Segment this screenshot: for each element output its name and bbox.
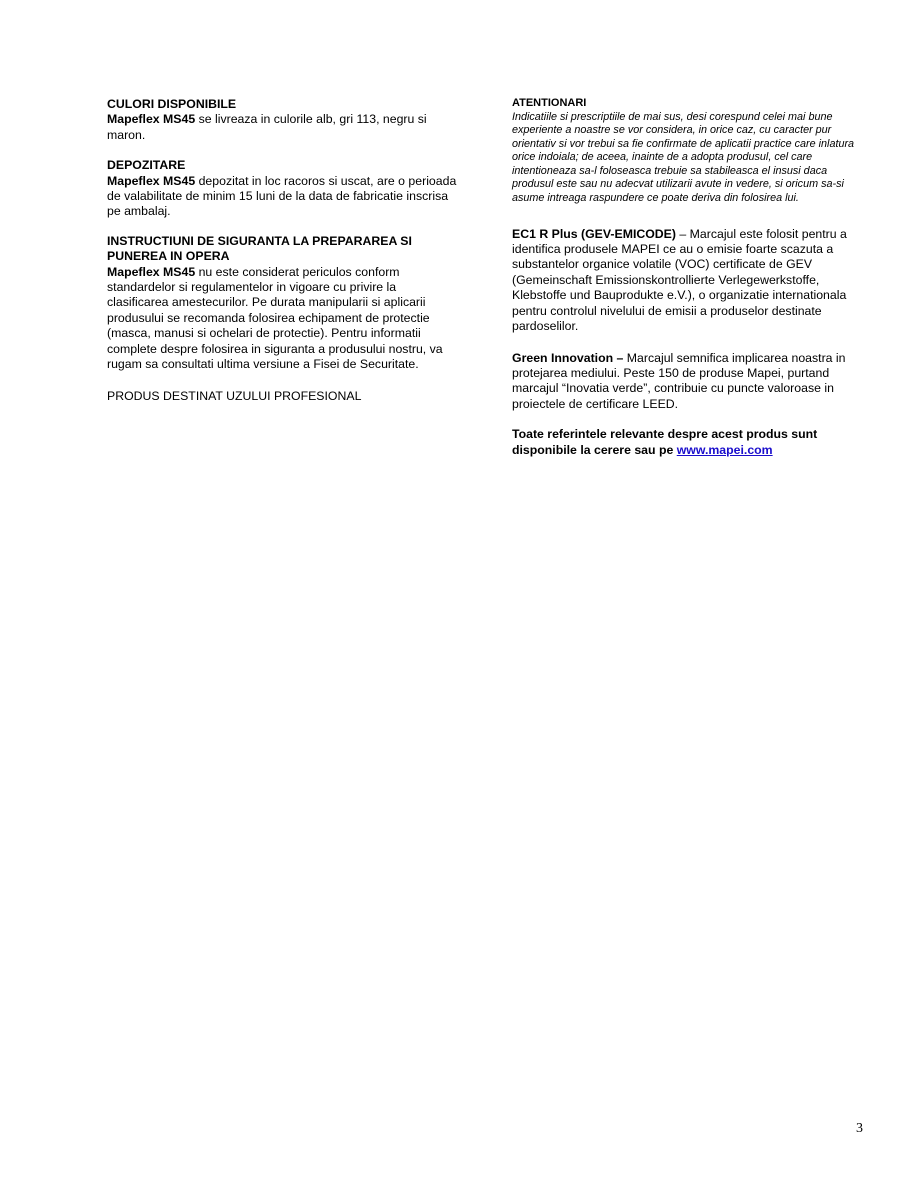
- warning-text: Indicatiile si prescriptiile de mai sus, desi corespund celei mai bune experiente a noastre se vor considera, in orice caz, cu caracter pur orientativ si vor trebui sa fie confirmate de aplicatii practice care inlatura orice indoiala; de aceea, inainte de a adopta produsul, cel care intentioneaza sa-l foloseasca trebuie sa stabileasca el insusi daca produsul este sau nu adecvat utilizarii avute in vedere, si oricum sa-si asume intreaga raspundere ce poate deriva din folosirea lui.: [512, 110, 855, 205]
- safety-product-name: Mapeflex MS45: [107, 264, 196, 279]
- left-column: [107, 97, 457, 404]
- ec1-label: EC1 R Plus (GEV-EMICODE): [512, 226, 676, 241]
- colors-heading: CULORI DISPONIBILE: [107, 97, 237, 111]
- green-innovation-text: Marcajul semnifica implicarea noastra in protejarea mediului. Peste 150 de produse Mapei, purtand marcajul “Inovatia verde”, contribuie cu puncte valoroase in proiectele de certificare LEED.: [512, 350, 846, 411]
- references-section: [512, 427, 867, 458]
- page-number: 3: [856, 1121, 863, 1136]
- professional-use-note: PRODUS DESTINAT UZULUI PROFESIONAL: [107, 388, 362, 403]
- green-innovation-section: [512, 351, 867, 413]
- storage-text: depozitat in loc racoros si uscat, are o perioada de valabilitate de minim 15 luni de la data de fabricatie inscrisa pe ambalaj.: [107, 173, 457, 219]
- ec1-text: – Marcajul este folosit pentru a identifica produsele MAPEI ce au o emisie foarte scazuta a substantelor organice volatile (VOC) certificate de GEV (Gemeinschaft Emissionskontrollierte Verlegewerkstoffe, Klebstoffe und Bauprodukte e.V.), o organizatie internationala pentru controlul nivelului de emisii a produselor destinate pardoselilor.: [512, 226, 847, 334]
- storage-section: [107, 158, 457, 220]
- colors-text: se livreaza in culorile alb, gri 113, negru si maron.: [107, 112, 427, 142]
- green-innovation-label: Green Innovation –: [512, 350, 624, 365]
- safety-heading: INSTRUCTIUNI DE SIGURANTA LA PREPARAREA SI PUNEREA IN OPERA: [107, 233, 412, 264]
- colors-product-name: Mapeflex MS45: [107, 112, 196, 127]
- storage-heading: DEPOZITARE: [107, 158, 186, 173]
- warning-heading: ATENTIONARI: [512, 97, 587, 109]
- storage-product-name: Mapeflex MS45: [107, 173, 196, 188]
- warning-section: [512, 97, 867, 206]
- mapei-website-link[interactable]: www.mapei.com: [676, 442, 773, 457]
- references-text: Toate referintele relevante despre acest produs sunt disponibile la cerere sau pe: [512, 427, 818, 457]
- colors-section: [107, 97, 457, 143]
- safety-section: [107, 234, 457, 373]
- ec1-section: [512, 227, 867, 335]
- right-column: [512, 97, 867, 458]
- safety-text: nu este considerat periculos conform standardelor si regulamentelor in vigoare cu privire la clasificarea amestecurilor. Pe durata manipularii si aplicarii produsului se recomanda folosirea echipament de protectie (masca, manusi si ochelari de protectie). Pentru informatii complete despre folosirea in siguranta a produsului nostru, va rugam sa consultati ultima versiune a Fisei de Securitate.: [107, 264, 443, 372]
